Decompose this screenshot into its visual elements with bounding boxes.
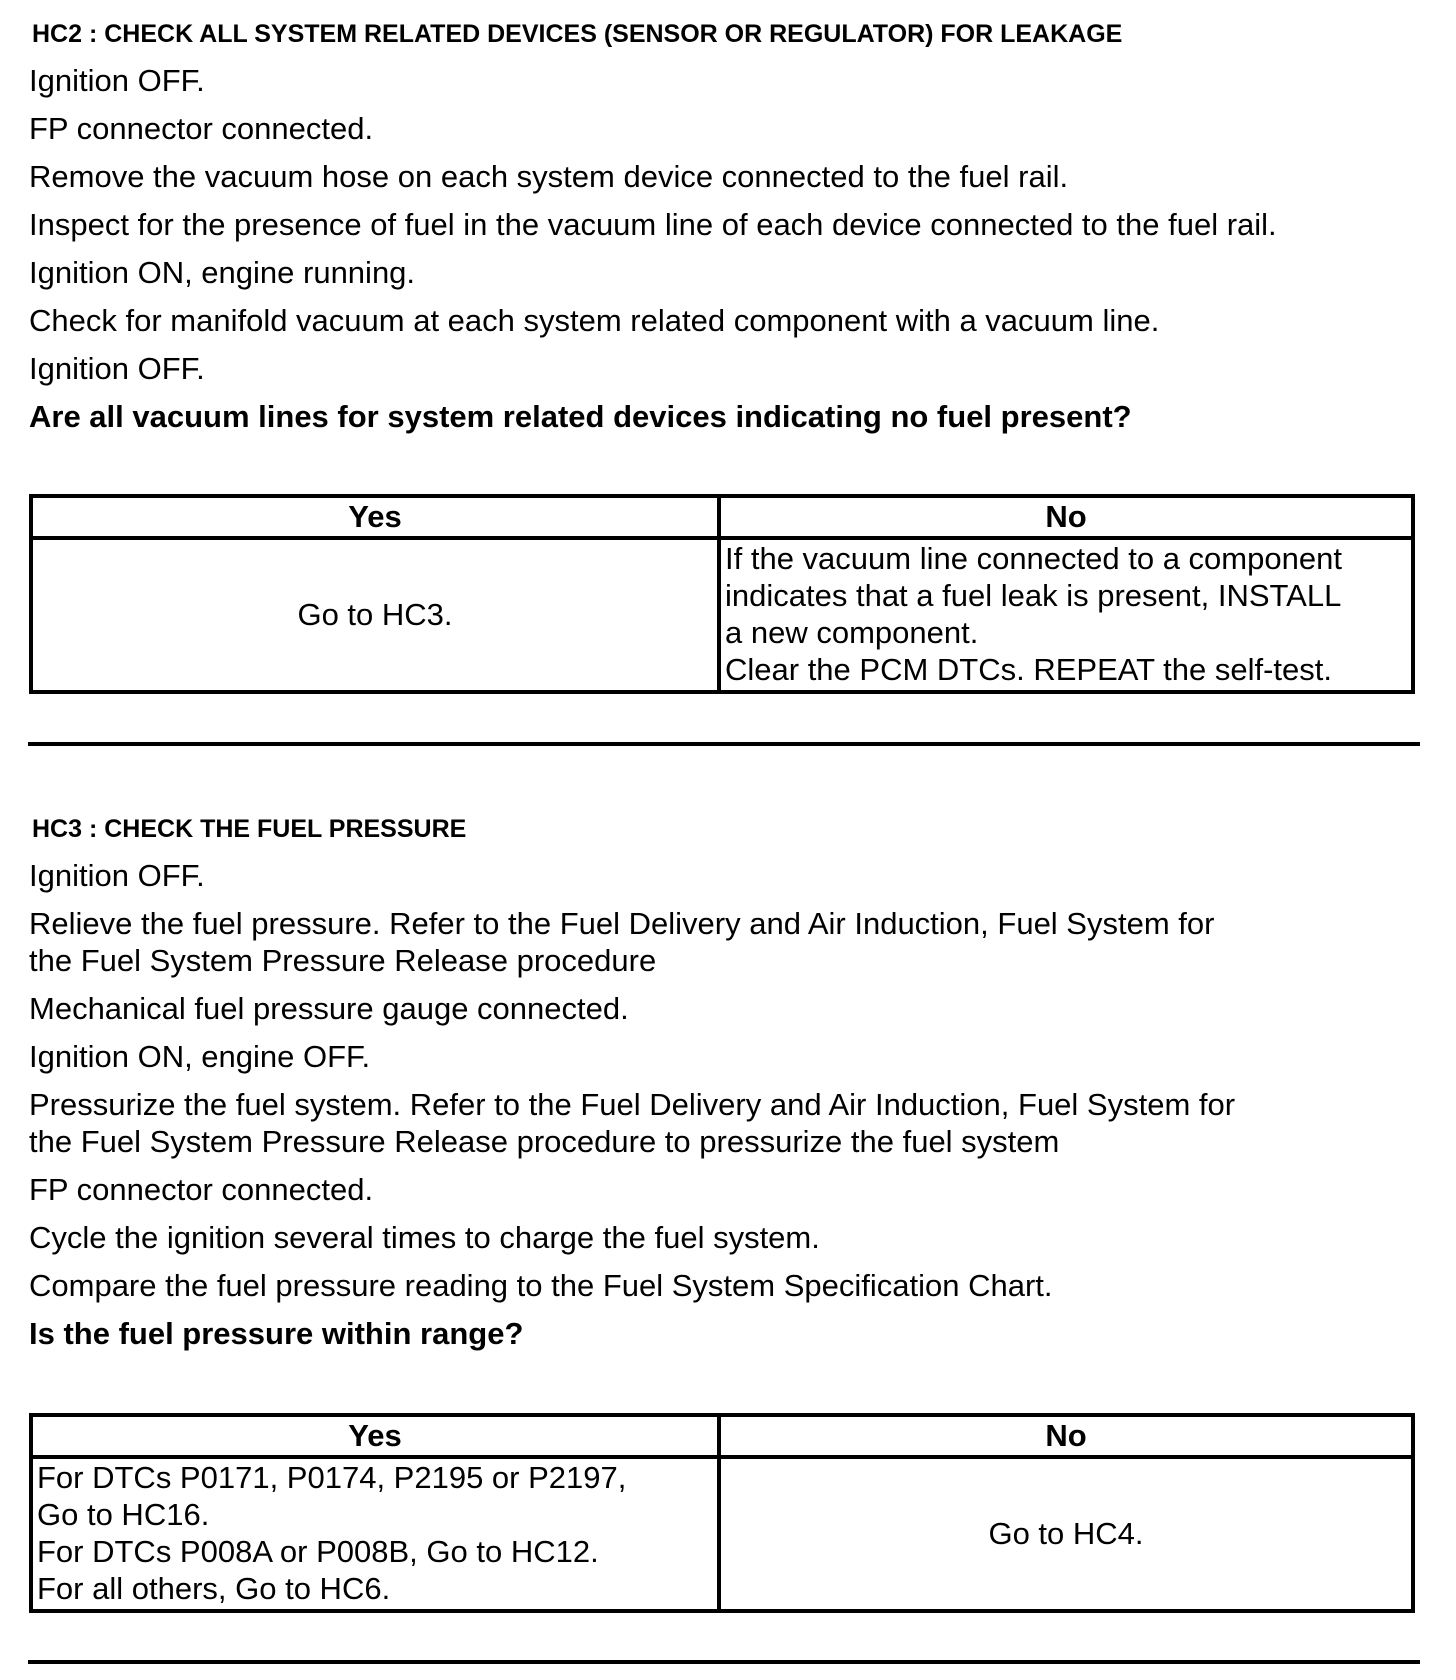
hc3-yes-cell bbox=[31, 1457, 719, 1611]
hc2-step: Ignition OFF. bbox=[29, 351, 205, 386]
hc3-yes-line: For DTCs P008A or P008B, Go to HC12. bbox=[37, 1534, 599, 1569]
hc2-question: Are all vacuum lines for system related devices indicating no fuel present? bbox=[29, 399, 1132, 434]
hc2-steps bbox=[29, 62, 1277, 446]
hc3-step-line: the Fuel System Pressure Release procedure bbox=[29, 943, 657, 978]
hc2-step: Inspect for the presence of fuel in the vacuum line of each device connected to the fuel rail. bbox=[29, 207, 1277, 242]
hc3-step: Compare the fuel pressure reading to the Fuel System Specification Chart. bbox=[29, 1268, 1053, 1303]
hc3-yes-line: Go to HC16. bbox=[37, 1497, 210, 1532]
hc2-no-line: indicates that a fuel leak is present, INSTALL bbox=[725, 578, 1342, 613]
hc2-step: Ignition ON, engine running. bbox=[29, 255, 416, 290]
hc3-decision-table bbox=[29, 1413, 1415, 1613]
hc2-step: Remove the vacuum hose on each system device connected to the fuel rail. bbox=[29, 159, 1069, 194]
hc3-step-line: the Fuel System Pressure Release procedure to pressurize the fuel system bbox=[29, 1124, 1060, 1159]
hc2-no-line: a new component. bbox=[725, 615, 979, 650]
hc3-step: Ignition ON, engine OFF. bbox=[29, 1039, 371, 1074]
hc2-step: FP connector connected. bbox=[29, 111, 374, 146]
hc3-heading: HC3 : CHECK THE FUEL PRESSURE bbox=[32, 815, 467, 843]
hc3-step-line: Pressurize the fuel system. Refer to the Fuel Delivery and Air Induction, Fuel System for bbox=[29, 1087, 1236, 1122]
hc2-yes-header: Yes bbox=[31, 496, 719, 538]
hc2-no-cell bbox=[719, 538, 1413, 692]
hc2-yes-cell: Go to HC3. bbox=[31, 538, 719, 692]
hc3-question: Is the fuel pressure within range? bbox=[29, 1316, 524, 1351]
hc3-yes-header: Yes bbox=[31, 1415, 719, 1457]
hc3-no-cell: Go to HC4. bbox=[719, 1457, 1413, 1611]
hc3-yes-line: For DTCs P0171, P0174, P2195 or P2197, bbox=[37, 1460, 627, 1495]
hc2-decision-table bbox=[29, 494, 1415, 694]
hc3-step: Ignition OFF. bbox=[29, 858, 205, 893]
hc3-step: FP connector connected. bbox=[29, 1172, 374, 1207]
section-divider bbox=[28, 742, 1420, 746]
hc2-no-header: No bbox=[719, 496, 1413, 538]
hc2-no-line: If the vacuum line connected to a component bbox=[725, 541, 1342, 576]
hc3-step: Mechanical fuel pressure gauge connected. bbox=[29, 991, 629, 1026]
hc2-step: Ignition OFF. bbox=[29, 63, 205, 98]
hc2-heading: HC2 : CHECK ALL SYSTEM RELATED DEVICES (SENSOR OR REGULATOR) FOR LEAKAGE bbox=[32, 20, 1123, 48]
hc3-steps bbox=[29, 857, 1235, 1363]
hc3-step bbox=[29, 1086, 1235, 1160]
section-divider bbox=[28, 1660, 1420, 1664]
hc3-no-header: No bbox=[719, 1415, 1413, 1457]
hc3-step: Cycle the ignition several times to charge the fuel system. bbox=[29, 1220, 820, 1255]
hc3-step bbox=[29, 905, 1235, 979]
hc3-step-line: Relieve the fuel pressure. Refer to the Fuel Delivery and Air Induction, Fuel System for bbox=[29, 906, 1215, 941]
hc2-step: Check for manifold vacuum at each system related component with a vacuum line. bbox=[29, 303, 1160, 338]
hc3-yes-line: For all others, Go to HC6. bbox=[37, 1571, 391, 1606]
hc2-no-line: Clear the PCM DTCs. REPEAT the self-test. bbox=[725, 652, 1332, 687]
